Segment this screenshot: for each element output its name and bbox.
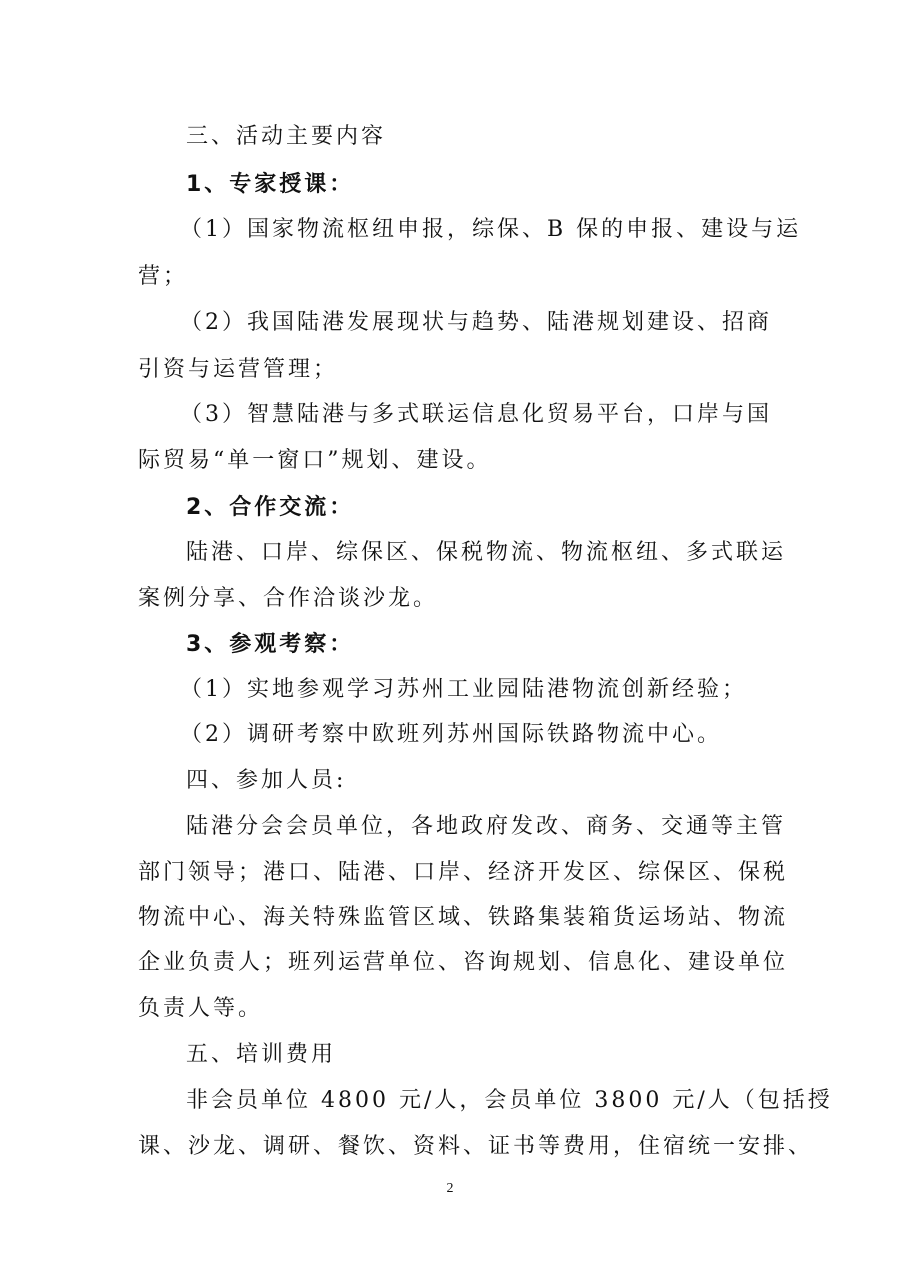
subsection-3-1-heading: 1、专家授课： (186, 172, 355, 197)
paragraph-line: （2）调研考察中欧班列苏州国际铁路物流中心。 (180, 722, 722, 747)
paragraph-line: 案例分享、合作洽谈沙龙。 (138, 586, 439, 611)
paragraph-line: （1）实地参观学习苏州工业园陆港物流创新经验； (180, 677, 747, 702)
paragraph-line: （2）我国陆港发展现状与趋势、陆港规划建设、招商 (180, 310, 772, 335)
paragraph-line: 课、沙龙、调研、餐饮、资料、证书等费用，住宿统一安排、 (138, 1134, 814, 1159)
subsection-3-3-heading: 3、参观考察： (186, 632, 355, 657)
paragraph-line: 负责人等。 (138, 996, 264, 1021)
paragraph-line: 陆港、口岸、综保区、保税物流、物流枢纽、多式联运 (186, 540, 787, 565)
paragraph-line: 际贸易“单一窗口”规划、建设。 (138, 448, 492, 473)
paragraph-line: 营； (138, 264, 189, 289)
section-4-heading: 四、参加人员: (186, 768, 347, 793)
paragraph-line: 企业负责人；班列运营单位、咨询规划、信息化、建设单位 (138, 950, 789, 975)
paragraph-line: （1）国家物流枢纽申报，综保、B 保的申报、建设与运 (180, 217, 802, 242)
paragraph-line: 非会员单位 4800 元/人，会员单位 3800 元/人（包括授 (186, 1088, 833, 1113)
paragraph-line: 陆港分会会员单位，各地政府发改、商务、交通等主管 (186, 814, 787, 839)
paragraph-line: （3）智慧陆港与多式联运信息化贸易平台，口岸与国 (180, 402, 772, 427)
page-number: 2 (446, 1181, 454, 1196)
section-3-heading: 三、活动主要内容 (186, 124, 387, 149)
paragraph-line: 物流中心、海关特殊监管区域、铁路集装箱货运场站、物流 (138, 905, 789, 930)
section-5-heading: 五、培训费用 (186, 1042, 337, 1067)
subsection-3-2-heading: 2、合作交流： (186, 495, 355, 520)
paragraph-line: 引资与运营管理； (138, 357, 339, 382)
paragraph-line: 部门领导；港口、陆港、口岸、经济开发区、综保区、保税 (138, 860, 789, 885)
